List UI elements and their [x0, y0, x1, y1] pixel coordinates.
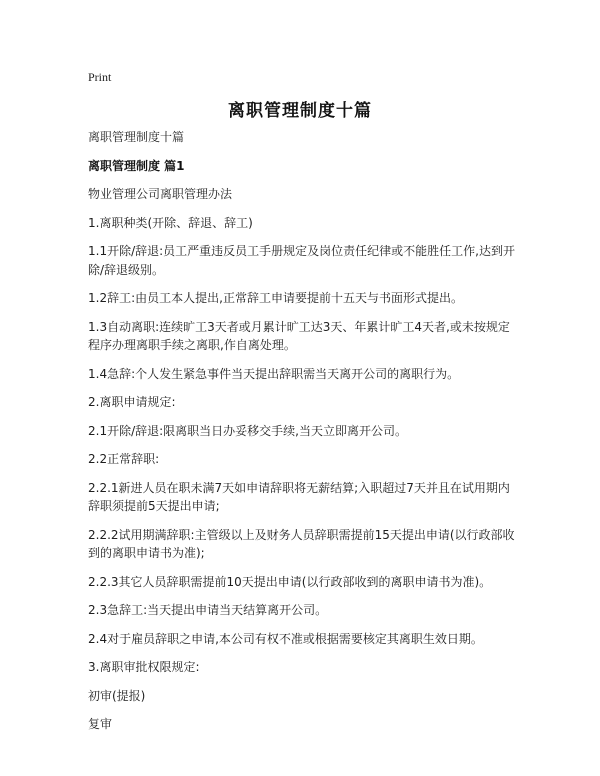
paragraph: 离职管理制度十篇: [88, 130, 185, 144]
paragraph: 复审: [88, 717, 113, 731]
paragraph: 1.2辞工:由员工本人提出,正常辞工申请要提前十五天与书面形式提出。: [88, 291, 463, 305]
page-title: 离职管理制度十篇: [228, 101, 372, 121]
paragraph: 初审(提报): [88, 688, 146, 703]
paragraph: 2.4对于雇员辞职之申请,本公司有权不准或根据需要核定其离职生效日期。: [88, 631, 483, 646]
paragraph: 1.3自动离职:连续旷工3天者或月累计旷工达3天、年累计旷工4天者,或未按规定程序办理离职手续之离职,作自离处理。: [88, 319, 510, 352]
paragraph: 1.4急辞:个人发生紧急事件当天提出辞职需当天离开公司的离职行为。: [88, 366, 460, 381]
paragraph: 1.离职种类(开除、辞退、辞工): [88, 215, 253, 230]
paragraph: 2.1开除/辞退:限离职当日办妥移交手续,当天立即离开公司。: [88, 423, 407, 438]
paragraph: 1.1开除/辞退:员工严重违反员工手册规定及岗位责任纪律或不能胜任工作,达到开除/辞退级别。: [88, 244, 515, 277]
paragraph: 2.2.2试用期满辞职:主管级以上及财务人员辞职需提前15天提出申请(以行政部收到的离职申请书为准);: [88, 527, 515, 560]
paragraph: 物业管理公司离职管理办法: [88, 187, 233, 201]
print-label: Print: [88, 70, 112, 84]
section-heading: 离职管理制度 篇1: [88, 158, 185, 173]
paragraph: 2.2.1新进人员在职未满7天如申请辞职将无薪结算;入职超过7天并且在试用期内辞职须提前5天提出申请;: [88, 480, 510, 513]
paragraph: 2.2.3其它人员辞职需提前10天提出申请(以行政部收到的离职申请书为准)。: [88, 574, 492, 589]
paragraph: 2.3急辞工:当天提出申请当天结算离开公司。: [88, 603, 328, 617]
paragraph: 2.2正常辞职:: [88, 452, 160, 466]
paragraph: 2.离职申请规定:: [88, 395, 176, 409]
paragraph: 3.离职审批权限规定:: [88, 660, 200, 674]
document-body: [88, 128, 520, 744]
